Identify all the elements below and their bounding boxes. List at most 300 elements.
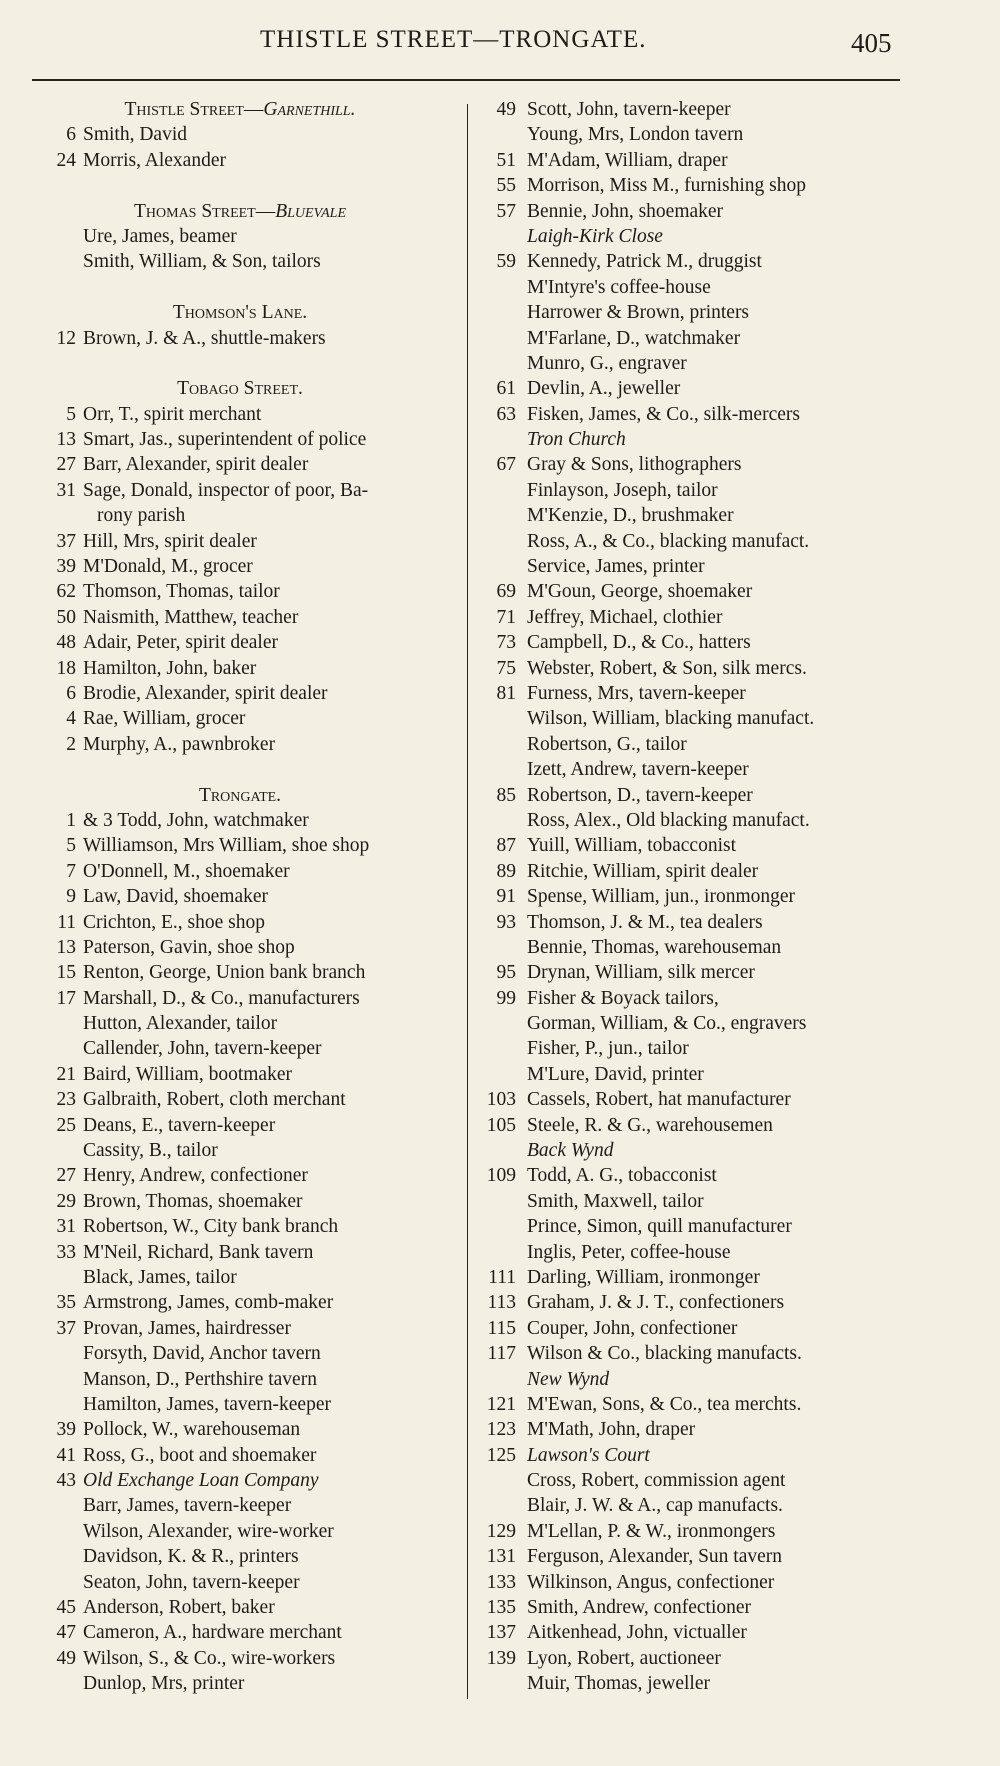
directory-entry xyxy=(470,376,920,401)
directory-entry xyxy=(470,783,920,808)
entry-text: Finlayson, Joseph, tailor xyxy=(527,479,718,501)
page-number: 405 xyxy=(851,28,892,58)
entry-text: Back Wynd xyxy=(527,1140,614,1162)
house-number: 91 xyxy=(496,886,516,908)
entry-text: Sage, Donald, inspector of poor, Ba- xyxy=(83,479,369,501)
entry-text: Henry, Andrew, confectioner xyxy=(83,1165,308,1187)
directory-entry xyxy=(20,833,460,858)
directory-entry xyxy=(20,1341,460,1366)
right-column xyxy=(470,97,920,1697)
entry-text: M'Lellan, P. & W., ironmongers xyxy=(527,1520,776,1542)
entry-text: Robertson, D., tavern-keeper xyxy=(527,784,753,806)
house-number: 105 xyxy=(486,1114,516,1136)
directory-entry xyxy=(470,884,920,909)
section-spacer xyxy=(20,757,460,782)
directory-entry xyxy=(20,1240,460,1265)
directory-entry xyxy=(470,1062,920,1087)
entry-text: Morrison, Miss M., furnishing shop xyxy=(527,175,806,197)
directory-entry xyxy=(20,478,460,503)
house-number: 39 xyxy=(56,1419,76,1441)
place-subheading xyxy=(470,1138,920,1163)
house-number: 13 xyxy=(56,936,76,958)
directory-entry xyxy=(20,656,460,681)
entry-text: Ferguson, Alexander, Sun tavern xyxy=(527,1546,783,1568)
house-number: 81 xyxy=(496,682,516,704)
house-number: 137 xyxy=(486,1622,516,1644)
district-name: Garnethill. xyxy=(263,99,356,120)
directory-entry xyxy=(20,910,460,935)
entry-text: M'Neil, Richard, Bank tavern xyxy=(83,1241,314,1263)
house-number: 131 xyxy=(486,1546,516,1568)
directory-entry xyxy=(470,478,920,503)
street-heading-text xyxy=(20,783,460,808)
directory-entry xyxy=(470,148,920,173)
house-number: 29 xyxy=(56,1190,76,1212)
house-number: 39 xyxy=(56,556,76,578)
entry-text: Devlin, A., jeweller xyxy=(527,378,681,400)
directory-entry xyxy=(470,1290,920,1315)
house-number: 1 xyxy=(66,809,76,831)
entry-text: Ross, Alex., Old blacking manufact. xyxy=(527,809,810,831)
entry-text: Deans, E., tavern-keeper xyxy=(83,1114,276,1136)
entry-text: Manson, D., Perthshire tavern xyxy=(83,1368,317,1390)
directory-entry xyxy=(20,1646,460,1671)
house-number: 103 xyxy=(486,1089,516,1111)
entry-text: Munro, G., engraver xyxy=(527,352,687,374)
street-name: Tobago Street. xyxy=(177,378,303,400)
house-number: 11 xyxy=(57,911,76,933)
directory-entry xyxy=(20,1443,460,1468)
place-subheading xyxy=(20,1468,460,1493)
entry-text: Davidson, K. & R., printers xyxy=(83,1546,299,1568)
directory-entry xyxy=(20,732,460,757)
entry-text: M'Lure, David, printer xyxy=(527,1063,704,1085)
house-number: 59 xyxy=(496,251,516,273)
directory-entry xyxy=(470,859,920,884)
entry-text: Orr, T., spirit merchant xyxy=(83,403,262,425)
section-spacer xyxy=(20,173,460,198)
house-number: 33 xyxy=(56,1241,76,1263)
directory-entry xyxy=(470,630,920,655)
entry-text: Fisken, James, & Co., silk-mercers xyxy=(527,403,800,425)
entry-text: Wilson, Alexander, wire-worker xyxy=(83,1520,334,1542)
entry-text: Brown, J. & A., shuttle-makers xyxy=(83,327,326,349)
entry-text: Callender, John, tavern-keeper xyxy=(83,1038,322,1060)
directory-entry xyxy=(470,706,920,731)
directory-entry xyxy=(470,275,920,300)
entry-text: Thomson, J. & M., tea dealers xyxy=(527,911,763,933)
entry-text: Young, Mrs, London tavern xyxy=(527,124,744,146)
entry-text: Furness, Mrs, tavern-keeper xyxy=(527,682,746,704)
directory-entry xyxy=(470,554,920,579)
directory-entry xyxy=(470,1417,920,1442)
house-number: 12 xyxy=(56,327,76,349)
directory-entry xyxy=(20,224,460,249)
entry-text: Rae, William, grocer xyxy=(83,708,246,730)
entry-text: Paterson, Gavin, shoe shop xyxy=(83,936,295,958)
directory-entry xyxy=(20,630,460,655)
directory-entry xyxy=(20,122,460,147)
entry-text: Gray & Sons, lithographers xyxy=(527,454,742,476)
directory-entry xyxy=(20,960,460,985)
directory-entry xyxy=(470,199,920,224)
house-number: 4 xyxy=(66,708,76,730)
house-number: 31 xyxy=(56,1216,76,1238)
entry-text: Dunlop, Mrs, printer xyxy=(83,1673,245,1695)
house-number: 135 xyxy=(486,1597,516,1619)
directory-entry xyxy=(20,681,460,706)
directory-entry xyxy=(470,808,920,833)
directory-entry xyxy=(20,529,460,554)
directory-entry xyxy=(20,402,460,427)
entry-text: Wilson, William, blacking manufact. xyxy=(527,708,815,730)
entry-text: Spense, William, jun., ironmonger xyxy=(527,886,796,908)
directory-entry xyxy=(20,1265,460,1290)
directory-entry xyxy=(20,1011,460,1036)
entry-text: Scott, John, tavern-keeper xyxy=(527,99,731,120)
entry-text: Drynan, William, silk mercer xyxy=(527,962,755,984)
entry-text: New Wynd xyxy=(527,1368,610,1390)
directory-entry xyxy=(20,452,460,477)
entry-text: Wilson & Co., blacking manufacts. xyxy=(527,1343,802,1365)
street-heading-text xyxy=(20,300,460,325)
house-number: 71 xyxy=(496,606,516,628)
directory-entry xyxy=(470,732,920,757)
directory-entry xyxy=(470,986,920,1011)
entry-text: Baird, William, bootmaker xyxy=(83,1063,292,1085)
directory-entry xyxy=(470,1519,920,1544)
street-heading xyxy=(20,783,460,808)
directory-entry xyxy=(470,1392,920,1417)
house-number: 85 xyxy=(496,784,516,806)
directory-entry xyxy=(470,935,920,960)
entry-text: Cross, Robert, commission agent xyxy=(527,1470,786,1492)
house-number: 49 xyxy=(56,1647,76,1669)
house-number: 27 xyxy=(56,1165,76,1187)
directory-entry xyxy=(470,1341,920,1366)
directory-entry xyxy=(20,249,460,274)
entry-text: rony parish xyxy=(97,505,186,527)
entry-text: Lyon, Robert, auctioneer xyxy=(527,1647,721,1669)
directory-entry xyxy=(470,757,920,782)
district-name: Bluevale xyxy=(275,200,346,222)
entry-text: Adair, Peter, spirit dealer xyxy=(83,632,278,654)
entry-text: Tron Church xyxy=(527,429,626,451)
entry-text: Service, James, printer xyxy=(527,556,705,578)
house-number: 51 xyxy=(496,149,516,171)
street-name: Thistle Street— xyxy=(124,99,264,120)
directory-entry xyxy=(20,1671,460,1696)
house-number: 17 xyxy=(56,987,76,1009)
entry-text: Anderson, Robert, baker xyxy=(83,1597,275,1619)
house-number: 35 xyxy=(56,1292,76,1314)
directory-entry xyxy=(20,326,460,351)
house-number: 73 xyxy=(496,632,516,654)
entry-text: Darling, William, ironmonger xyxy=(527,1266,760,1288)
entry-text: M'Ewan, Sons, & Co., tea merchts. xyxy=(527,1393,802,1415)
entry-text: Laigh-Kirk Close xyxy=(527,225,663,247)
street-heading xyxy=(20,300,460,325)
house-number: 62 xyxy=(56,581,76,603)
entry-text: Webster, Robert, & Son, silk mercs. xyxy=(527,657,807,679)
directory-entry xyxy=(470,1646,920,1671)
entry-text: Pollock, W., warehouseman xyxy=(83,1419,301,1441)
house-number: 15 xyxy=(56,962,76,984)
entry-text: Barr, Alexander, spirit dealer xyxy=(83,454,309,476)
place-subheading xyxy=(470,427,920,452)
house-number: 67 xyxy=(496,454,516,476)
entry-text: Forsyth, David, Anchor tavern xyxy=(83,1343,321,1365)
directory-entry xyxy=(20,1214,460,1239)
entry-text: Izett, Andrew, tavern-keeper xyxy=(527,759,749,781)
directory-entry xyxy=(20,427,460,452)
house-number: 99 xyxy=(496,987,516,1009)
directory-entry xyxy=(470,1163,920,1188)
directory-entry xyxy=(470,1036,920,1061)
street-heading-text xyxy=(20,97,460,122)
entry-text: Couper, John, confectioner xyxy=(527,1317,738,1339)
house-number: 2 xyxy=(66,733,76,755)
street-name: Thomas Street— xyxy=(133,200,276,222)
house-number: 6 xyxy=(66,682,76,704)
house-number: 61 xyxy=(496,378,516,400)
directory-entry xyxy=(20,1062,460,1087)
entry-text: Murphy, A., pawnbroker xyxy=(83,733,276,755)
entry-text: Galbraith, Robert, cloth merchant xyxy=(83,1089,346,1111)
street-heading-text xyxy=(20,199,460,224)
house-number: 13 xyxy=(56,429,76,451)
entry-text: Blair, J. W. & A., cap manufacts. xyxy=(527,1495,783,1517)
entry-text: Marshall, D., & Co., manufacturers xyxy=(83,987,360,1009)
entry-text: Hill, Mrs, spirit dealer xyxy=(83,530,257,552)
entry-text: Steele, R. & G., warehousemen xyxy=(527,1114,773,1136)
entry-text: Fisher, P., jun., tailor xyxy=(527,1038,689,1060)
directory-entry xyxy=(470,1570,920,1595)
house-number: 45 xyxy=(56,1597,76,1619)
directory-entry xyxy=(470,1265,920,1290)
entry-text: Williamson, Mrs William, shoe shop xyxy=(83,835,370,857)
entry-text: M'Farlane, D., watchmaker xyxy=(527,327,741,349)
place-subheading xyxy=(470,1443,920,1468)
directory-entry xyxy=(470,1595,920,1620)
directory-entry xyxy=(20,554,460,579)
house-number: 129 xyxy=(486,1520,516,1542)
entry-text: Brown, Thomas, shoemaker xyxy=(83,1190,303,1212)
directory-entry xyxy=(470,1620,920,1645)
entry-text: M'Adam, William, draper xyxy=(527,149,728,171)
directory-entry xyxy=(470,402,920,427)
directory-entry xyxy=(470,351,920,376)
directory-entry xyxy=(470,300,920,325)
directory-entry xyxy=(20,1036,460,1061)
entry-text: Morris, Alexander xyxy=(83,149,226,171)
entry-text: Wilson, S., & Co., wire-workers xyxy=(83,1647,336,1669)
directory-entry xyxy=(470,1671,920,1696)
entry-text: Bennie, Thomas, warehouseman xyxy=(527,936,782,958)
house-number: 75 xyxy=(496,657,516,679)
entry-text: Ure, James, beamer xyxy=(83,225,237,247)
house-number: 87 xyxy=(496,835,516,857)
entry-text: Wilkinson, Angus, confectioner xyxy=(527,1571,775,1593)
entry-text: Renton, George, Union bank branch xyxy=(83,962,366,984)
directory-entry xyxy=(20,1519,460,1544)
directory-entry xyxy=(470,1113,920,1138)
entry-text: Crichton, E., shoe shop xyxy=(83,911,265,933)
directory-entry xyxy=(470,1087,920,1112)
house-number: 111 xyxy=(488,1266,516,1288)
directory-entry xyxy=(470,656,920,681)
directory-entry xyxy=(470,326,920,351)
entry-text: Gorman, William, & Co., engravers xyxy=(527,1013,807,1035)
entry-text: Lawson's Court xyxy=(527,1444,650,1466)
directory-entry xyxy=(20,1493,460,1518)
house-number: 125 xyxy=(486,1444,516,1466)
entry-text: Yuill, William, tobacconist xyxy=(527,835,736,857)
directory-entry xyxy=(20,1392,460,1417)
entry-text: Cassity, B., tailor xyxy=(83,1140,218,1162)
entry-text: Hamilton, James, tavern-keeper xyxy=(83,1393,331,1415)
house-number: 109 xyxy=(486,1165,516,1187)
directory-entry xyxy=(20,986,460,1011)
house-number: 93 xyxy=(496,911,516,933)
house-number: 37 xyxy=(56,530,76,552)
house-number: 24 xyxy=(56,149,76,171)
house-number: 5 xyxy=(66,835,76,857)
entry-text: Smart, Jas., superintendent of police xyxy=(83,429,367,451)
directory-entry xyxy=(470,1011,920,1036)
directory-entry xyxy=(470,960,920,985)
entry-text: Smith, Andrew, confectioner xyxy=(527,1597,752,1619)
entry-text: Todd, A. G., tobacconist xyxy=(527,1165,717,1187)
directory-entry xyxy=(20,1087,460,1112)
directory-entry xyxy=(20,1620,460,1645)
house-number: 115 xyxy=(487,1317,516,1339)
directory-entry xyxy=(470,1316,920,1341)
page-title: THISTLE STREET—TRONGATE. xyxy=(260,26,647,53)
entry-text: Smith, David xyxy=(83,124,188,146)
directory-entry xyxy=(470,1240,920,1265)
directory-entry xyxy=(470,529,920,554)
entry-text: Brodie, Alexander, spirit dealer xyxy=(83,682,328,704)
directory-entry xyxy=(20,1570,460,1595)
house-number: 6 xyxy=(66,124,76,146)
directory-entry xyxy=(470,910,920,935)
directory-entry xyxy=(20,1367,460,1392)
entry-text: O'Donnell, M., shoemaker xyxy=(83,860,290,882)
directory-entry xyxy=(20,884,460,909)
entry-text: Kennedy, Patrick M., druggist xyxy=(527,251,762,273)
running-head xyxy=(0,26,1000,66)
directory-entry xyxy=(470,1468,920,1493)
directory-entry xyxy=(470,1189,920,1214)
entry-text: M'Intyre's coffee-house xyxy=(527,276,711,298)
place-subheading xyxy=(470,224,920,249)
section-spacer xyxy=(20,275,460,300)
directory-entry xyxy=(20,1544,460,1569)
entry-text: M'Kenzie, D., brushmaker xyxy=(527,505,734,527)
house-number: 133 xyxy=(486,1571,516,1593)
directory-entry xyxy=(470,503,920,528)
house-number: 23 xyxy=(56,1089,76,1111)
house-number: 121 xyxy=(486,1393,516,1415)
entry-text: Ross, A., & Co., blacking manufact. xyxy=(527,530,810,552)
house-number: 50 xyxy=(56,606,76,628)
directory-entry xyxy=(20,859,460,884)
entry-text: Seaton, John, tavern-keeper xyxy=(83,1571,300,1593)
house-number: 43 xyxy=(56,1470,76,1492)
entry-text: Robertson, G., tailor xyxy=(527,733,687,755)
entry-text: Cameron, A., hardware merchant xyxy=(83,1622,342,1644)
directory-entry xyxy=(20,503,460,528)
entry-text: Barr, James, tavern-keeper xyxy=(83,1495,292,1517)
entry-text: Naismith, Matthew, teacher xyxy=(83,606,299,628)
house-number: 95 xyxy=(496,962,516,984)
entry-text: Thomson, Thomas, tailor xyxy=(83,581,280,603)
entry-text: Muir, Thomas, jeweller xyxy=(527,1673,710,1695)
directory-entry xyxy=(470,1544,920,1569)
entry-text: Campbell, D., & Co., hatters xyxy=(527,632,751,654)
directory-entry xyxy=(20,1163,460,1188)
directory-entry xyxy=(20,706,460,731)
entry-text: Harrower & Brown, printers xyxy=(527,302,750,324)
directory-entry xyxy=(20,1316,460,1341)
house-number: 37 xyxy=(56,1317,76,1339)
directory-entry xyxy=(470,173,920,198)
house-number: 69 xyxy=(496,581,516,603)
directory-entry xyxy=(470,681,920,706)
directory-entry xyxy=(20,1113,460,1138)
entry-text: Jeffrey, Michael, clothier xyxy=(527,606,723,628)
entry-text: Law, David, shoemaker xyxy=(83,886,269,908)
house-number: 139 xyxy=(486,1647,516,1669)
entry-text: Smith, Maxwell, tailor xyxy=(527,1190,704,1212)
directory-entry xyxy=(470,605,920,630)
entry-text: Prince, Simon, quill manufacturer xyxy=(527,1216,792,1238)
house-number: 27 xyxy=(56,454,76,476)
directory-entry xyxy=(470,1493,920,1518)
directory-entry xyxy=(470,579,920,604)
house-number: 123 xyxy=(486,1419,516,1441)
entry-text: Fisher & Boyack tailors, xyxy=(527,987,719,1009)
directory-entry xyxy=(470,249,920,274)
house-number: 18 xyxy=(56,657,76,679)
directory-entry xyxy=(470,97,920,122)
directory-entry xyxy=(20,605,460,630)
house-number: 55 xyxy=(496,175,516,197)
directory-entry xyxy=(470,833,920,858)
house-number: 113 xyxy=(487,1292,516,1314)
entry-text: & 3 Todd, John, watchmaker xyxy=(83,809,309,831)
house-number: 89 xyxy=(496,860,516,882)
entry-text: M'Donald, M., grocer xyxy=(83,556,253,578)
house-number: 41 xyxy=(56,1444,76,1466)
section-spacer xyxy=(20,351,460,376)
entry-text: Inglis, Peter, coffee-house xyxy=(527,1241,731,1263)
house-number: 57 xyxy=(496,200,516,222)
directory-entry xyxy=(20,1189,460,1214)
entry-text: Graham, J. & J. T., confectioners xyxy=(527,1292,785,1314)
street-heading-text xyxy=(20,376,460,401)
directory-entry xyxy=(20,148,460,173)
street-name: Trongate. xyxy=(198,784,282,806)
directory-entry xyxy=(470,1214,920,1239)
left-column xyxy=(20,97,460,1697)
entry-text: Hutton, Alexander, tailor xyxy=(83,1013,278,1035)
entry-text: Bennie, John, shoemaker xyxy=(527,200,724,222)
entry-text: Hamilton, John, baker xyxy=(83,657,257,679)
street-name: Thomson's Lane. xyxy=(172,302,308,324)
house-number: 5 xyxy=(66,403,76,425)
